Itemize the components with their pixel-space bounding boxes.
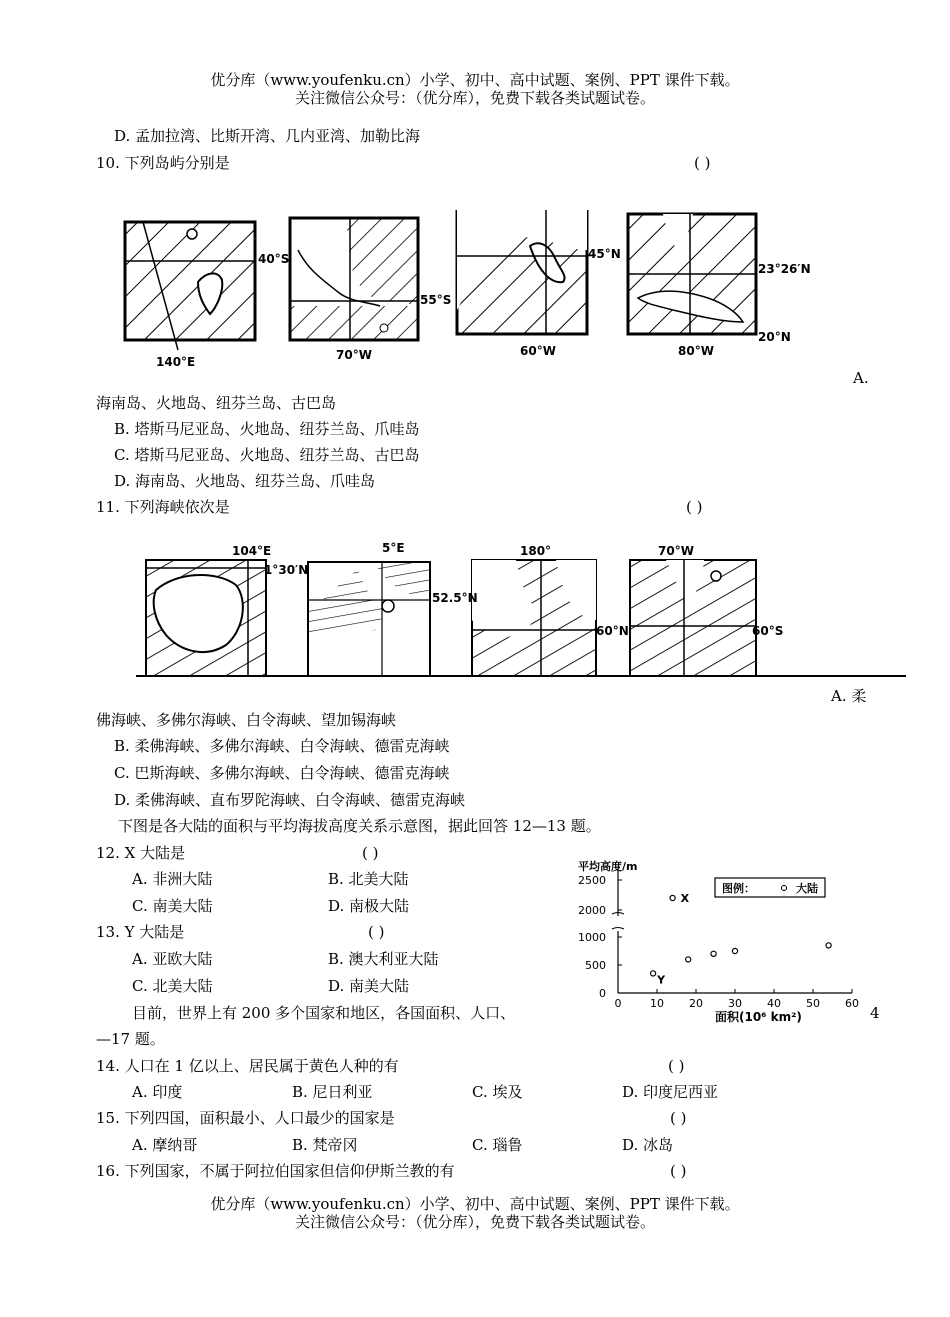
q10-map1-lat: 40°S xyxy=(258,252,290,266)
q10-option-a: 海南岛、火地岛、纽芬兰岛、古巴岛 xyxy=(96,394,337,412)
q11-map-3 xyxy=(472,560,596,676)
footer-line-2: 关注微信公众号：（优分库），免费下载各类试题试卷。 xyxy=(294,1213,655,1231)
q13-option-b: B. 澳大利亚大陆 xyxy=(328,950,439,968)
chart-y-tick-label: 2000 xyxy=(578,904,606,917)
q15-option-c: C. 瑙鲁 xyxy=(472,1136,523,1154)
q10-option-c: C. 塔斯马尼亚岛、火地岛、纽芬兰岛、古巴岛 xyxy=(114,446,420,464)
q10-map4-lat-2: 20°N xyxy=(758,330,791,344)
q11-map-1 xyxy=(146,560,266,676)
chart-x-tick-label: 10 xyxy=(650,997,664,1010)
chart-point-2 xyxy=(686,957,691,962)
q14-option-a: A. 印度 xyxy=(132,1083,183,1101)
q13-option-c: C. 北美大陆 xyxy=(132,977,213,995)
chart-legend-title: 图例： xyxy=(722,882,755,895)
q12-option-a: A. 非洲大陆 xyxy=(132,870,213,888)
q9-option-d: D. 孟加拉湾、比斯开湾、几内亚湾、加勒比海 xyxy=(114,127,421,145)
q10-map4-lon: 80°W xyxy=(678,344,714,358)
q11-map2-lon: 5°E xyxy=(382,541,405,555)
q15-answer-bracket: ( ) xyxy=(670,1109,687,1127)
intro-14-17: 目前，世界上有 200 多个国家和地区，各国面积、人口、 xyxy=(132,1004,516,1022)
q11-map2-lat: 52.5°N xyxy=(432,591,478,605)
q14-option-c: C. 埃及 xyxy=(472,1083,523,1101)
q11-map3-lat: 60°N xyxy=(596,624,629,638)
header-line-1: 优分库（www.youfenku.cn）小学、初中、高中试题、案例、PPT 课件下载。 xyxy=(210,71,740,89)
q10-map3-lon: 60°W xyxy=(520,344,556,358)
q11-option-d: D. 柔佛海峡、直布罗陀海峡、白令海峡、德雷克海峡 xyxy=(114,791,466,809)
q11-stem: 11. 下列海峡依次是 xyxy=(96,498,230,516)
intro-14-17-line2: —17 题。 xyxy=(96,1030,165,1048)
header-line-2: 关注微信公众号：（优分库），免费下载各类试题试卷。 xyxy=(294,89,655,107)
q11-option-a: 佛海峡、多佛尔海峡、白令海峡、望加锡海峡 xyxy=(96,711,397,729)
q10-map-3 xyxy=(457,210,587,334)
chart-point-3 xyxy=(711,951,716,956)
chart-point-label-X: X xyxy=(680,892,690,905)
q10-map4-lat: 23°26′N xyxy=(758,262,811,276)
chart-x-tick-label: 20 xyxy=(689,997,703,1010)
q15-option-b: B. 梵帝冈 xyxy=(292,1136,358,1154)
q12-option-c: C. 南美大陆 xyxy=(132,897,213,915)
q16-answer-bracket: ( ) xyxy=(670,1162,687,1180)
q10-map1-lon: 140°E xyxy=(156,355,196,369)
chart-point-5 xyxy=(826,943,831,948)
chart-point-4 xyxy=(732,948,737,953)
q10-map3-lat: 45°N xyxy=(588,247,621,261)
q11-map4-lat: 60°S xyxy=(752,624,784,638)
intro-12-13: 下图是各大陆的面积与平均海拔高度关系示意图，据此回答 12—13 题。 xyxy=(118,817,601,835)
q11-strait-maps xyxy=(136,540,906,690)
q10-map2-lon: 70°W xyxy=(336,348,372,362)
q11-option-c: C. 巴斯海峡、多佛尔海峡、白令海峡、德雷克海峡 xyxy=(114,764,450,782)
q14-answer-bracket: ( ) xyxy=(668,1057,685,1075)
q12-option-d: D. 南极大陆 xyxy=(328,897,410,915)
q11-option-b: B. 柔佛海峡、多佛尔海峡、白令海峡、德雷克海峡 xyxy=(114,737,450,755)
q11-map1-lon: 104°E xyxy=(232,544,272,558)
q10-map-2 xyxy=(290,218,418,340)
q13-stem: 13. Y 大陆是 xyxy=(96,923,185,941)
chart-y-tick-label: 2500 xyxy=(578,874,606,887)
q11-answer-bracket: ( ) xyxy=(686,498,703,516)
q11-map-4 xyxy=(630,560,756,676)
q12-option-b: B. 北美大陆 xyxy=(328,870,409,888)
q15-stem: 15. 下列四国，面积最小、人口最少的国家是 xyxy=(96,1109,395,1127)
q11-map-2 xyxy=(308,562,430,676)
chart-x-tick-label: 40 xyxy=(767,997,781,1010)
chart-legend-item: 大陆 xyxy=(796,882,818,895)
intro-14-17-tail: 4 xyxy=(870,1004,880,1022)
q10-map-1 xyxy=(125,222,255,350)
q13-option-d: D. 南美大陆 xyxy=(328,977,410,995)
footer-line-1: 优分库（www.youfenku.cn）小学、初中、高中试题、案例、PPT 课件下载。 xyxy=(210,1195,740,1213)
chart-x-tick-label: 30 xyxy=(728,997,742,1010)
continent-scatter-chart xyxy=(560,850,860,1030)
q10-island-maps xyxy=(118,210,888,375)
q14-option-b: B. 尼日利亚 xyxy=(292,1083,373,1101)
q11-map1-lat: 1°30′N xyxy=(264,563,309,577)
q14-option-d: D. 印度尼西亚 xyxy=(622,1083,719,1101)
q11-option-a-marker: A. 柔 xyxy=(831,687,867,705)
q10-option-a-marker: A. xyxy=(853,369,869,387)
q14-stem: 14. 人口在 1 亿以上、居民属于黄色人种的有 xyxy=(96,1057,399,1075)
q13-option-a: A. 亚欧大陆 xyxy=(132,950,213,968)
q10-option-d: D. 海南岛、火地岛、纽芬兰岛、爪哇岛 xyxy=(114,472,376,490)
chart-y-tick-label: 500 xyxy=(585,959,606,972)
q13-answer-bracket: ( ) xyxy=(368,923,385,941)
q10-map-4 xyxy=(628,214,756,334)
chart-point-label-Y: Y xyxy=(657,973,666,987)
chart-x-label: 面积(10⁶ km²) xyxy=(715,1010,802,1024)
q11-map3-lon: 180° xyxy=(520,544,552,558)
chart-y-tick-label: 0 xyxy=(599,987,606,1000)
q15-option-a: A. 摩纳哥 xyxy=(132,1136,198,1154)
q12-answer-bracket: ( ) xyxy=(362,844,379,862)
q16-stem: 16. 下列国家，不属于阿拉伯国家但信仰伊斯兰教的有 xyxy=(96,1162,455,1180)
q15-option-d: D. 冰岛 xyxy=(622,1136,674,1154)
chart-x-tick-label: 60 xyxy=(845,997,859,1010)
q12-stem: 12. X 大陆是 xyxy=(96,844,186,862)
chart-y-tick-label: 1000 xyxy=(578,931,606,944)
q11-map4-lon: 70°W xyxy=(658,544,694,558)
chart-point-X xyxy=(670,895,675,900)
q10-answer-bracket: ( ) xyxy=(694,154,711,172)
q10-option-b: B. 塔斯马尼亚岛、火地岛、纽芬兰岛、爪哇岛 xyxy=(114,420,420,438)
chart-point-Y xyxy=(651,971,656,976)
chart-x-tick-label: 0 xyxy=(614,997,622,1010)
chart-y-label: 平均高度/m xyxy=(578,860,638,873)
chart-x-tick-label: 50 xyxy=(806,997,820,1010)
q10-map2-lat: 55°S xyxy=(420,293,452,307)
chart-legend xyxy=(715,878,825,897)
q10-stem: 10. 下列岛屿分别是 xyxy=(96,154,230,172)
